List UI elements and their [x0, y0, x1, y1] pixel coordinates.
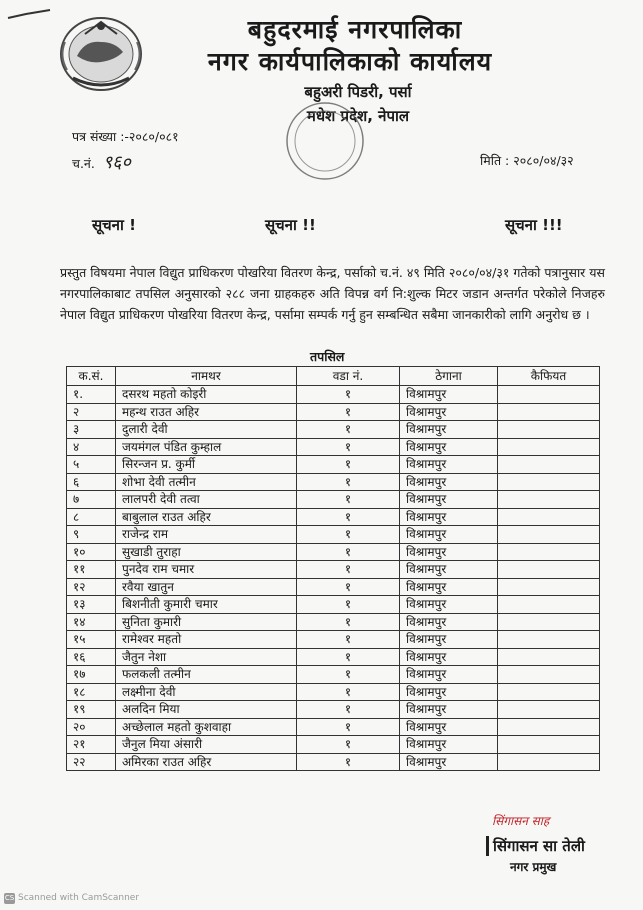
cell-serial: १९	[67, 701, 116, 719]
cell-ward: १	[297, 386, 400, 404]
notice-heading-1: सूचना !	[92, 216, 136, 234]
table-row	[67, 596, 600, 614]
cell-ward: १	[297, 648, 400, 666]
table-row	[67, 561, 600, 579]
cell-address: विश्रामपुर	[400, 526, 498, 544]
table-row	[67, 421, 600, 439]
cell-remarks	[498, 683, 600, 701]
cell-remarks	[498, 386, 600, 404]
cell-address: विश्रामपुर	[400, 666, 498, 684]
cell-ward: १	[297, 596, 400, 614]
cell-address: विश्रामपुर	[400, 613, 498, 631]
cell-ward: १	[297, 403, 400, 421]
camscanner-logo-icon: CS	[4, 894, 15, 902]
cell-name: सुखाडी तुराहा	[116, 543, 297, 561]
table-row	[67, 631, 600, 649]
signatory-title: नगर प्रमुख	[510, 860, 557, 874]
table-row	[67, 456, 600, 474]
cell-address: विश्रामपुर	[400, 596, 498, 614]
cell-name: जैतुन नेशा	[116, 648, 297, 666]
table-row	[67, 403, 600, 421]
cell-name: सिरन्जन प्र. कुर्मी	[116, 456, 297, 474]
cell-name: लक्ष्मीना देवी	[116, 683, 297, 701]
cell-remarks	[498, 473, 600, 491]
cell-remarks	[498, 631, 600, 649]
cell-ward: १	[297, 526, 400, 544]
cell-address: विश्रामपुर	[400, 753, 498, 771]
cell-serial: १३	[67, 596, 116, 614]
cell-remarks	[498, 666, 600, 684]
table-row	[67, 648, 600, 666]
cell-remarks	[498, 491, 600, 509]
cell-address: विश्रामपुर	[400, 718, 498, 736]
watermark-text: Scanned with CamScanner	[18, 893, 140, 903]
table-row	[67, 701, 600, 719]
cell-name: बाबुलाल राउत अहिर	[116, 508, 297, 526]
cell-name: अच्छेलाल महतो कुशवाहा	[116, 718, 297, 736]
cell-address: विश्रामपुर	[400, 403, 498, 421]
table-row	[67, 753, 600, 771]
cell-address: विश्रामपुर	[400, 508, 498, 526]
cell-remarks	[498, 701, 600, 719]
cell-serial: ३	[67, 421, 116, 439]
cell-serial: १६	[67, 648, 116, 666]
cell-ward: १	[297, 718, 400, 736]
scanner-watermark	[4, 893, 139, 904]
cell-serial: १५	[67, 631, 116, 649]
office-subtitle: नगर कार्यपालिकाको कार्यालय	[207, 47, 493, 76]
cell-ward: १	[297, 456, 400, 474]
cell-name: अमिरका राउत अहिर	[116, 753, 297, 771]
table-row	[67, 683, 600, 701]
cell-serial: २	[67, 403, 116, 421]
table-row	[67, 526, 600, 544]
cell-serial: १४	[67, 613, 116, 631]
cell-name: बिशनीती कुमारी चमार	[116, 596, 297, 614]
cell-serial: ९	[67, 526, 116, 544]
cell-remarks	[498, 753, 600, 771]
notice-heading-2: सूचना !!	[265, 216, 316, 234]
cell-serial: १०	[67, 543, 116, 561]
cell-address: विश्रामपुर	[400, 386, 498, 404]
col-ward: वडा नं.	[297, 367, 400, 386]
cell-remarks	[498, 456, 600, 474]
cell-ward: १	[297, 473, 400, 491]
cell-remarks	[498, 438, 600, 456]
table-title: तपसिल	[310, 349, 345, 364]
cell-remarks	[498, 526, 600, 544]
cell-serial: २०	[67, 718, 116, 736]
cell-remarks	[498, 648, 600, 666]
table-row	[67, 736, 600, 754]
cell-serial: ६	[67, 473, 116, 491]
signature-scribble: सिंगासन साह	[492, 814, 550, 828]
cell-name: रामेश्वर महतो	[116, 631, 297, 649]
table-header-row	[67, 367, 600, 386]
table-row	[67, 578, 600, 596]
pen-mark	[6, 8, 54, 22]
cell-serial: ८	[67, 508, 116, 526]
cell-ward: १	[297, 561, 400, 579]
cell-name: फलकली तत्मीन	[116, 666, 297, 684]
cell-name: राजेन्द्र राम	[116, 526, 297, 544]
cell-address: विश्रामपुर	[400, 543, 498, 561]
cell-name: रवैया खातुन	[116, 578, 297, 596]
cell-ward: १	[297, 666, 400, 684]
cell-serial: २१	[67, 736, 116, 754]
cell-remarks	[498, 403, 600, 421]
cell-serial: १२	[67, 578, 116, 596]
office-stamp-icon	[282, 98, 368, 184]
nepal-emblem-icon	[55, 12, 147, 94]
table-row	[67, 666, 600, 684]
cell-serial: ११	[67, 561, 116, 579]
cell-remarks	[498, 578, 600, 596]
cell-remarks	[498, 543, 600, 561]
cell-remarks	[498, 736, 600, 754]
cell-ward: १	[297, 508, 400, 526]
cell-name: लालपरी देवी तत्वा	[116, 491, 297, 509]
table-row	[67, 491, 600, 509]
dispatch-number: ९६०	[102, 152, 131, 173]
cell-serial: ४	[67, 438, 116, 456]
letter-number: पत्र संख्या :-२०८०/०८१	[72, 129, 179, 144]
cell-remarks	[498, 718, 600, 736]
office-name: बहुदरमाई नगरपालिका	[247, 15, 463, 44]
dispatch-label: च.नं.	[72, 156, 95, 171]
table-row	[67, 473, 600, 491]
cell-remarks	[498, 596, 600, 614]
cell-remarks	[498, 508, 600, 526]
cell-address: विश्रामपुर	[400, 456, 498, 474]
cell-address: विश्रामपुर	[400, 561, 498, 579]
table-row	[67, 613, 600, 631]
col-serial: क.सं.	[67, 367, 116, 386]
cell-address: विश्रामपुर	[400, 648, 498, 666]
cell-serial: १८	[67, 683, 116, 701]
cell-ward: १	[297, 736, 400, 754]
cell-ward: १	[297, 631, 400, 649]
cell-serial: ७	[67, 491, 116, 509]
cell-address: विश्रामपुर	[400, 631, 498, 649]
table-body	[67, 386, 600, 771]
cell-name: महन्थ राउत अहिर	[116, 403, 297, 421]
col-address: ठेगाना	[400, 367, 498, 386]
cell-serial: १.	[67, 386, 116, 404]
notice-heading-3: सूचना !!!	[505, 216, 563, 234]
table-row	[67, 718, 600, 736]
cell-remarks	[498, 561, 600, 579]
cell-address: विश्रामपुर	[400, 438, 498, 456]
col-name: नामथर	[116, 367, 297, 386]
table-row	[67, 543, 600, 561]
signatory-name: सिंगासन सा तेली	[486, 836, 585, 856]
notice-body: प्रस्तुत विषयमा नेपाल विद्युत प्राधिकरण पोखरिया वितरण केन्द्र, पर्साको च.नं. ४९ मिति २०८०/०४/३१ गतेको पत्रानुसार यस नगरपालिकाबाट तपसिल अनुसारको २८८ जना ग्राहकहरु अति विपन्न वर्ग नि:शुल्क मिटर जडान अन्तर्गत परेकोले निजहरु नेपाल विद्युत प्राधिकरण पोखरिया वितरण केन्द्र, पर्सामा सम्पर्क गर्नु हुन सम्बन्धित सबैमा जानकारीको लागि अनुरोध छ ।	[60, 265, 605, 322]
beneficiary-table	[66, 366, 600, 771]
cell-name: पुनदेव राम चमार	[116, 561, 297, 579]
cell-address: विश्रामपुर	[400, 421, 498, 439]
cell-remarks	[498, 613, 600, 631]
cell-address: विश्रामपुर	[400, 491, 498, 509]
cell-ward: १	[297, 491, 400, 509]
cell-ward: १	[297, 578, 400, 596]
cell-address: विश्रामपुर	[400, 736, 498, 754]
table-row	[67, 438, 600, 456]
cell-address: विश्रामपुर	[400, 683, 498, 701]
cell-ward: १	[297, 421, 400, 439]
cell-ward: १	[297, 701, 400, 719]
cell-name: सुनिता कुमारी	[116, 613, 297, 631]
cell-remarks	[498, 421, 600, 439]
cell-address: विश्रामपुर	[400, 701, 498, 719]
office-address-line-1: बहुअरी पिडरी, पर्सा	[304, 83, 412, 101]
office-address-line-2: मधेश प्रदेश, नेपाल	[306, 107, 410, 125]
cell-ward: १	[297, 753, 400, 771]
cell-address: विश्रामपुर	[400, 473, 498, 491]
cell-address: विश्रामपुर	[400, 578, 498, 596]
cell-ward: १	[297, 613, 400, 631]
col-remarks: कैफियत	[498, 367, 600, 386]
cell-name: जयमंगल पंडित कुम्हाल	[116, 438, 297, 456]
cell-name: अलदिन मिया	[116, 701, 297, 719]
cell-serial: १७	[67, 666, 116, 684]
cell-name: दसरथ महतो कोइरी	[116, 386, 297, 404]
dispatch-number-row	[72, 150, 131, 174]
cell-ward: १	[297, 543, 400, 561]
cell-ward: १	[297, 683, 400, 701]
table-row	[67, 508, 600, 526]
cell-name: शोभा देवी तत्मीन	[116, 473, 297, 491]
cell-name: जैनुल मिया अंसारी	[116, 736, 297, 754]
cell-serial: २२	[67, 753, 116, 771]
cell-name: दुलारी देवी	[116, 421, 297, 439]
table-row	[67, 386, 600, 404]
cell-serial: ५	[67, 456, 116, 474]
letter-date: मिति : २०८०/०४/३२	[480, 153, 574, 168]
cell-ward: १	[297, 438, 400, 456]
